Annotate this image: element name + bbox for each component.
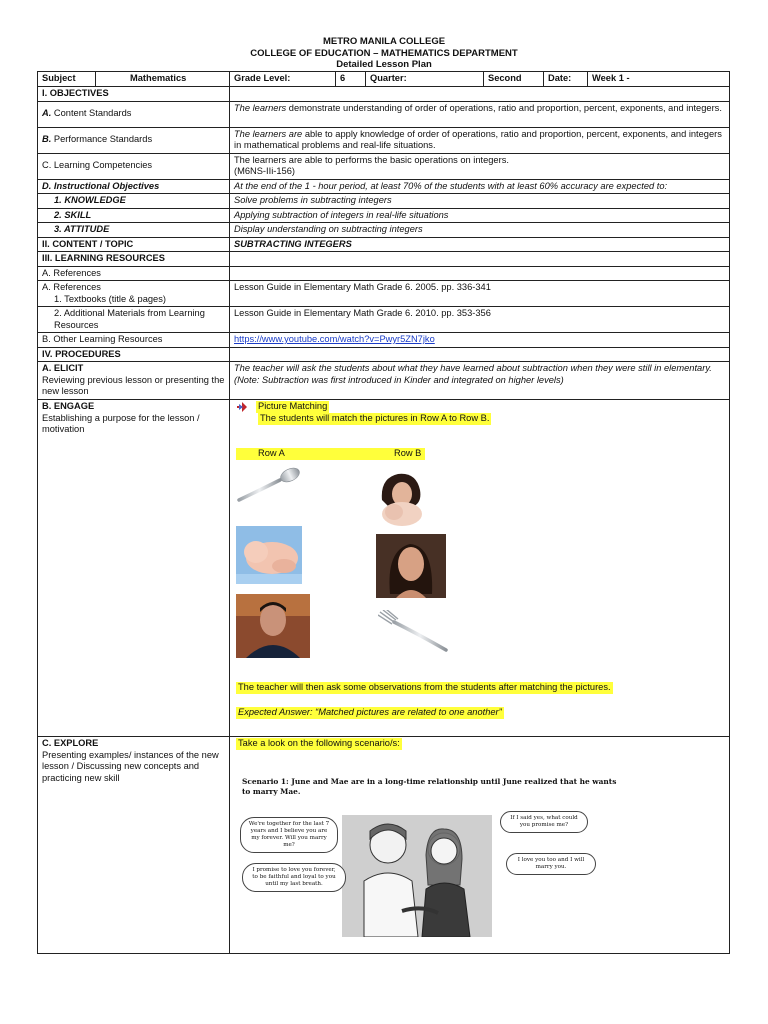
performance-standards-label: B. Performance Standards [38,127,230,153]
college-name: METRO MANILA COLLEGE [322,36,446,47]
instructional-objectives-label: D. Instructional Objectives [38,179,230,194]
knowledge-label: 1. KNOWLEDGE [38,194,230,209]
learning-competencies-label: C. Learning Competencies [38,153,230,179]
textbooks-value: Lesson Guide in Elementary Math Grade 6. 2005. pp. 336-341 [230,281,730,307]
additional-materials-label: 2. Additional Materials from Learning Resources [38,307,230,333]
engage-label: B. ENGAGE Establishing a purpose for the lesson / motivation [38,400,230,737]
speech-bubble-promise: I promise to love you forever, to be faithful and loyal to you until my last breath. [242,863,346,892]
skill-label: 2. SKILL [38,208,230,223]
content-topic-value: SUBTRACTING INTEGERS [230,237,730,252]
couple-illustration [342,815,492,937]
lesson-plan-table [37,71,730,954]
attitude-text: Display understanding on subtracting integers [230,223,730,238]
row-headers-highlight [236,448,425,460]
skill-text: Applying subtraction of integers in real-life situations [230,208,730,223]
subject-label: Subject [38,72,96,87]
additional-materials-value: Lesson Guide in Elementary Math Grade 6. 2010. pp. 353-356 [230,307,730,333]
row-a-label: Row A [258,448,285,458]
attitude-label: 3. ATTITUDE [38,223,230,238]
mother-baby-image [376,470,428,528]
info-row [38,72,730,87]
engage-instruction: The students will match the pictures in Row A to Row B. [260,413,490,423]
speech-bubble-proposal: We're together for the last 7 years and I believe you are my forever. Will you marry me? [240,817,338,853]
speech-bubble-answer: I love you too and I will marry you. [506,853,596,875]
explore-intro: Take a look on the following scenario/s: [238,738,400,748]
grade-label: Grade Level: [230,72,336,87]
document-title: Detailed Lesson Plan [336,59,432,70]
subject-value: Mathematics [96,72,230,87]
date-label: Date: [544,72,588,87]
row-b-label: Row B [394,448,422,458]
man-portrait-image [236,594,310,658]
performance-standards-text: The learners are able to apply knowledge of order of operations, ratio and proportion, percent, exponents, and integers in mathematical problems and real-life situations. [230,127,730,153]
other-resources-label: B. Other Learning Resources [38,333,230,348]
newborn-image [236,526,302,584]
elicit-text: The teacher will ask the students about what they have learned about subtraction when they were still in elementary. (Note: Subtraction was first introduced in Kinder and integrated on higher levels) [230,362,730,400]
explore-label: C. EXPLORE Presenting examples/ instances of the new lesson / Discussing new concepts and practicing new skill [38,737,230,954]
quarter-value: Second [484,72,544,87]
youtube-link[interactable]: https://www.youtube.com/watch?v=Pwyr5ZN7jko [234,334,435,344]
objectives-heading: I. OBJECTIVES [38,87,230,102]
engage-content [230,400,729,736]
procedures-heading: IV. PROCEDURES [38,347,230,362]
department-name: COLLEGE OF EDUCATION – MATHEMATICS DEPARTMENT [250,48,518,59]
content-standards-text: The learners demonstrate understanding of order of operations, ratio and proportion, percent, exponents, and integers. [230,101,730,127]
content-standards-label: A. Content Standards [38,101,230,127]
learning-resources-heading: III. LEARNING RESOURCES [38,252,230,267]
engage-expected-answer: Expected Answer: “Matched pictures are related to one another” [238,707,502,717]
quarter-label: Quarter: [366,72,484,87]
fork-image [378,610,450,654]
date-value: Week 1 - [588,72,730,87]
spoon-image [236,466,302,506]
speech-bubble-question: If I said yes, what could you promise me? [500,811,588,833]
content-topic-label: II. CONTENT / TOPIC [38,237,230,252]
textbooks-label: A. References 1. Textbooks (title & pages) [38,281,230,307]
woman-portrait-image [376,534,446,598]
instructional-objectives-text: At the end of the 1 - hour period, at least 70% of the students with at least 60% accuracy are expected to: [230,179,730,194]
picture-matching-label: Picture Matching [258,401,328,411]
scenario-text: Scenario 1: June and Mae are in a long-time relationship until June realized that he wants to marry Mae. [242,777,617,796]
knowledge-text: Solve problems in subtracting integers [230,194,730,209]
arrow-bullet-icon [237,402,248,412]
references-heading: A. References [38,266,230,281]
explore-content [230,737,729,953]
grade-value: 6 [336,72,366,87]
learning-competencies-text: The learners are able to performs the basic operations on integers. (M6NS-IIi-156) [230,153,730,179]
elicit-label: A. ELICIT Reviewing previous lesson or presenting the new lesson [38,362,230,400]
engage-followup: The teacher will then ask some observations from the students after matching the pictures. [238,682,611,692]
